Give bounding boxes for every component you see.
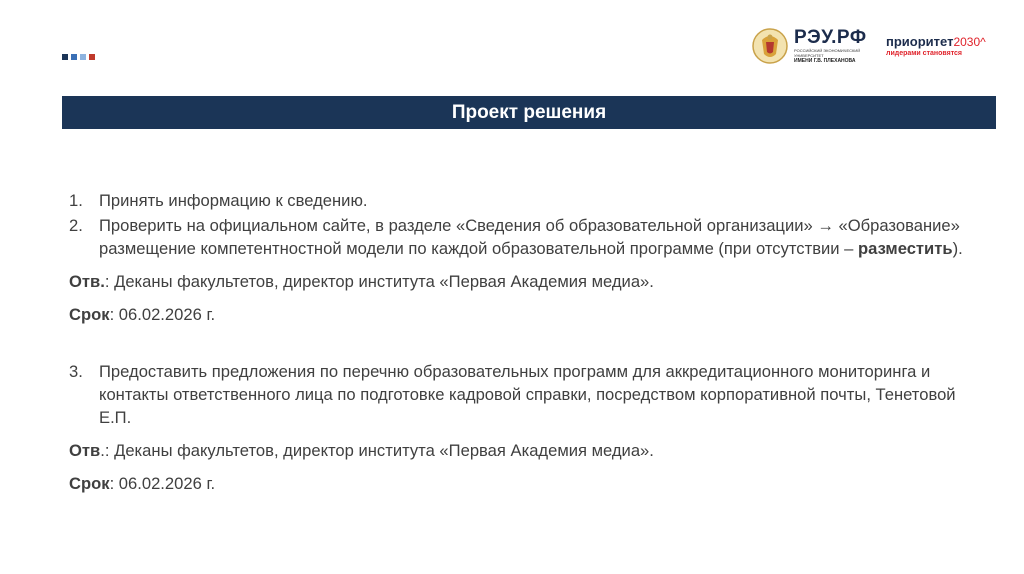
header-logos bbox=[752, 25, 986, 67]
list-item-1 bbox=[69, 189, 969, 212]
item-number: 1. bbox=[69, 191, 83, 210]
reu-subtitle: РОССИЙСКИЙ ЭКОНОМИЧЕСКИЙ УНИВЕРСИТЕТ bbox=[794, 48, 861, 58]
item-text: Предоставить предложения по перечню образовательных программ для аккредитационного мониторинга и контакты ответственного лица по подготовке кадровой справки, посредством корпоративной почты, Тенетовой Е.П. bbox=[99, 362, 956, 427]
priority-name: приоритет2030^ bbox=[886, 33, 986, 49]
decorative-dots bbox=[62, 54, 95, 60]
dot-2 bbox=[71, 54, 77, 60]
coat-of-arms-icon bbox=[752, 26, 788, 66]
deadline-1 bbox=[69, 303, 969, 326]
deadline-2 bbox=[69, 472, 969, 495]
page-title: Проект решения bbox=[451, 101, 607, 123]
dot-3 bbox=[80, 54, 86, 60]
reu-name: РЭУ.РФ bbox=[794, 27, 867, 48]
priority-year: 2030^ bbox=[953, 34, 986, 49]
reu-logo bbox=[794, 28, 868, 64]
item-text: Проверить на официальном сайте, в разделе «Сведения об образовательной организации» → «Образование» размещение компетентностной модели по каждой образовательной программе (при отсутствии – разместить). bbox=[99, 216, 963, 258]
bold-action: разместить bbox=[858, 239, 953, 258]
deadline-text: : 06.02.2026 г. bbox=[109, 474, 216, 493]
list-item-2 bbox=[69, 214, 969, 260]
item-number: 2. bbox=[69, 216, 83, 235]
responsible-label: Отв bbox=[69, 441, 101, 460]
deadline-label: Срок bbox=[69, 305, 110, 324]
list-item-3 bbox=[69, 360, 969, 429]
dot-1 bbox=[62, 54, 68, 60]
deadline-label: Срок bbox=[69, 474, 110, 493]
decision-content bbox=[69, 189, 969, 495]
responsible-text: .: Деканы факультетов, директор института «Первая Академия медиа». bbox=[100, 441, 654, 460]
priority-tagline: лидерами становятся bbox=[886, 49, 963, 57]
dot-4 bbox=[89, 54, 95, 60]
responsible-1 bbox=[69, 270, 969, 293]
title-bar bbox=[62, 96, 996, 129]
deadline-text: : 06.02.2026 г. bbox=[109, 305, 216, 324]
reu-subtitle-2: ИМЕНИ Г.В. ПЛЕХАНОВА bbox=[794, 58, 856, 64]
responsible-label: Отв. bbox=[69, 272, 105, 291]
item-number: 3. bbox=[69, 362, 83, 381]
priority-logo bbox=[886, 35, 986, 58]
item-text: Принять информацию к сведению. bbox=[99, 191, 368, 210]
responsible-text: : Деканы факультетов, директор института «Первая Академия медиа». bbox=[104, 272, 654, 291]
responsible-2 bbox=[69, 439, 969, 462]
